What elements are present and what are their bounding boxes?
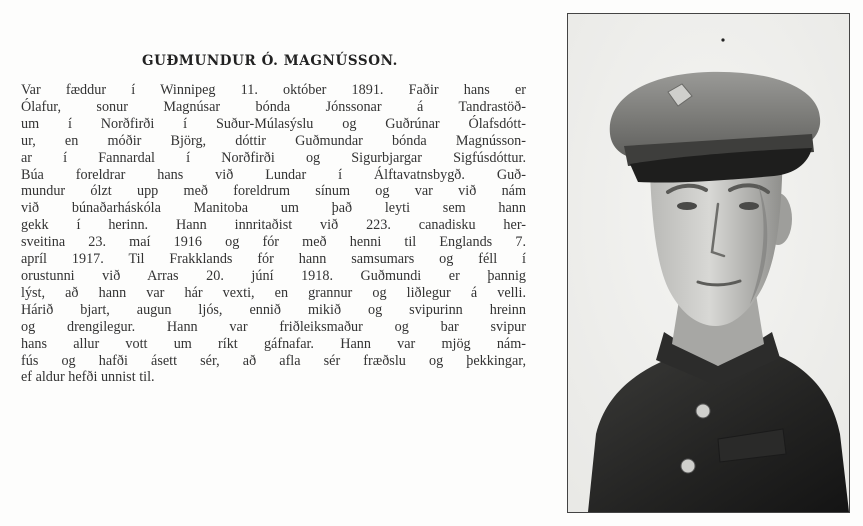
eye-left — [677, 202, 697, 210]
biography-paragraph — [21, 82, 526, 386]
paragraph-line: um í Norðfirði í Suður-Múlasýslu og Guðrúnar Ólafsdótt- — [21, 115, 526, 132]
paragraph-line: ur, en móðir Björg, dóttir Guðmundar bónda Magnússon- — [21, 132, 526, 149]
tunic-button-icon — [696, 404, 710, 418]
paragraph-line: ef aldur hefði unnist til. — [21, 369, 155, 386]
paragraph-line: orustunni við Arras 20. júní 1918. Guðmundi er þannig — [21, 267, 526, 284]
paragraph-line: Ólafur, sonur Magnúsar bónda Jónssonar á Tandrastöð- — [21, 98, 526, 115]
eye-right — [739, 202, 759, 210]
paragraph-line: sveitina 23. maí 1916 og fór með henni til Englands 7. — [21, 234, 526, 251]
paragraph-line: við búnaðarháskóla Manitoba um það leyti sem hann — [21, 200, 526, 217]
tunic-button-icon — [681, 459, 695, 473]
portrait-photo — [567, 13, 850, 513]
paragraph-line: fús og hafði ásett sér, að afla sér fræðslu og þekkingar, — [21, 352, 526, 369]
paragraph-line: lýst, að hann var hár vexti, en grannur og liðlegur á velli. — [21, 284, 526, 301]
scan-speck — [721, 38, 724, 41]
soldier-portrait-illustration — [568, 14, 849, 512]
paragraph-line: hans allur vott um ríkt gáfnafar. Hann var mjög nám- — [21, 335, 526, 352]
paragraph-line: gekk í herinn. Hann innritaðist við 223. canadisku her- — [21, 217, 526, 234]
paragraph-line: Búa foreldrar hans við Lundar í Álftavatnsbygð. Guð- — [21, 166, 526, 183]
paragraph-line: ar í Fannardal í Norðfirði og Sigurbjargar Sigfúsdóttur. — [21, 149, 526, 166]
paragraph-line: apríl 1917. Til Frakklands fór hann samsumars og féll í — [21, 251, 526, 268]
paragraph-line: mundur ólzt upp með foreldrum sínum og var við nám — [21, 183, 526, 200]
paragraph-line: Var fæddur í Winnipeg 11. október 1891. Faðir hans er — [21, 82, 526, 98]
page-title: GUÐMUNDUR Ó. MAGNÚSSON. — [142, 53, 398, 69]
paragraph-line: og drengilegur. Hann var friðleiksmaður og bar svipur — [21, 318, 526, 335]
paragraph-line: Hárið bjart, augun ljós, ennið mikið og svipurinn hreinn — [21, 301, 526, 318]
